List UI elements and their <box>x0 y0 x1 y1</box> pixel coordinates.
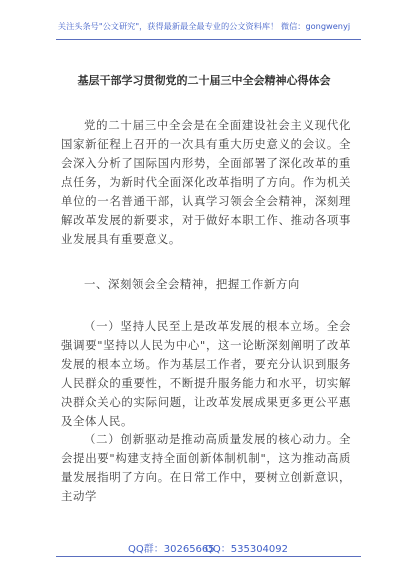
document-title: 基层干部学习贯彻党的二十届三中全会精神心得体会 <box>77 74 331 87</box>
footer-qq-group: QQ群：30265665 <box>128 544 215 555</box>
body-paragraph: （二）创新驱动是推动高质量发展的核心动力。全会提出要"构建支持全面创新体制机制"，这为推动高质量发展指明了方向。在日常工作中，要树立创新意识，主动学 <box>61 432 351 503</box>
footer-divider <box>56 556 361 557</box>
footer-qq-number: QQ：535304092 <box>205 544 289 555</box>
intro-paragraph: 党的二十届三中全会是在全面建设社会主义现代化国家新征程上召开的一次具有重大历史意义的会议。全会深入分析了国际国内形势，全面部署了深化改革的重点任务，为新时代全面深化改革指明了方向。作为机关单位的一名普通干部，认真学习领会全会精神，深刻理解改革发展的新要求，对于做好本职工作、推动各项事业发展具有重要意义。 <box>61 118 351 246</box>
section-heading: 一、深刻领会全会精神，把握工作新方向 <box>84 277 300 291</box>
footer-contact <box>0 540 408 556</box>
header-divider <box>56 39 361 40</box>
header-promo-text: 关注头条号"公文研究"，获得最新最全最专业的公文资料库！ 微信：gongwenyj <box>57 21 351 31</box>
body-paragraph: （一）坚持人民至上是改革发展的根本立场。全会强调要"坚持以人民为中心"，这一论断深刻阐明了改革发展的根本立场。作为基层工作者，要充分认识到服务人民群众的重要性，不断提升服务能力和水平，切实解决群众关心的实际问题，让改革发展成果更多更公平惠及全体人民。 <box>61 319 351 428</box>
